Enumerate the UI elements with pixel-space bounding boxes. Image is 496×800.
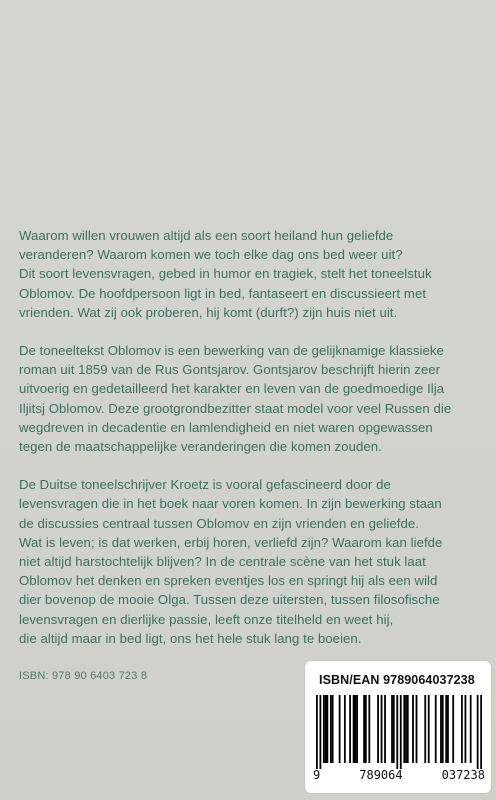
barcode-bar bbox=[442, 695, 444, 763]
isbn-number: ISBN: 978 90 6403 723 8 bbox=[19, 670, 148, 682]
blurb-line: Waarom willen vrouwen altijd als een soort heiland hun geliefde bbox=[19, 228, 394, 243]
barcode-bar bbox=[377, 695, 379, 763]
barcode-bar bbox=[391, 695, 393, 763]
blurb-paragraph-2 bbox=[19, 341, 485, 456]
blurb-line: De Duitse toneelschrijver Kroetz is vooral gefascineerd door de bbox=[19, 477, 391, 493]
barcode-bar bbox=[435, 695, 437, 763]
barcode-bar bbox=[332, 695, 334, 763]
barcode-bar bbox=[416, 695, 418, 763]
blurb-text bbox=[19, 226, 485, 667]
blurb-line: vrienden. Wat zij ook proberen, hij komt (durft?) zijn huis niet uit. bbox=[19, 304, 398, 320]
barcode-digit-group: 789064 bbox=[359, 768, 403, 782]
barcode-bar bbox=[356, 695, 358, 763]
barcode-bar bbox=[400, 695, 402, 769]
barcode-digit-group: 037238 bbox=[441, 768, 485, 782]
barcode-bar bbox=[344, 695, 346, 763]
barcode-bar bbox=[330, 695, 332, 763]
barcode-bar bbox=[477, 695, 479, 769]
blurb-line: wegdreven in decadentie en lamlendigheid en niet waren opgewassen bbox=[19, 419, 433, 435]
barcode-bar bbox=[480, 695, 482, 769]
blurb-line: Iljitsj Oblomov. Deze grootgrondbezitter staat model voor veel Russen die bbox=[19, 400, 452, 416]
blurb-line: veranderen? Waarom komen we toch elke dag ons bed weer uit? bbox=[19, 247, 403, 263]
barcode-bar bbox=[381, 695, 383, 763]
blurb-line: Wat is leven; is dat werken, erbij horen, verliefd zijn? Waarom kan liefde bbox=[19, 534, 443, 550]
barcode-bar bbox=[393, 695, 395, 763]
blurb-line: levensvragen en dierlijke passie, leeft onze titelheld en weet hij, bbox=[19, 611, 394, 627]
barcode-digit-group: 9 bbox=[313, 768, 321, 782]
barcode-bar bbox=[424, 695, 426, 763]
blurb-line: de discussies centraal tussen Oblomov en zijn vrienden en geliefde. bbox=[19, 515, 419, 531]
barcode-bar bbox=[447, 695, 449, 763]
blurb-line: levensvragen die in het boek naar voren komen. In zijn bewerking staan bbox=[19, 496, 442, 512]
barcode-bar bbox=[470, 695, 472, 763]
barcode-sticker bbox=[305, 661, 491, 793]
barcode-bar bbox=[368, 695, 370, 763]
blurb-line: niet altijd harstochtelijk blijven? In de centrale scène van het stuk laat bbox=[19, 554, 426, 570]
barcode-bar bbox=[445, 695, 447, 763]
barcode-bar bbox=[319, 695, 321, 769]
barcode-bar bbox=[452, 695, 454, 763]
blurb-paragraph-3 bbox=[19, 475, 485, 648]
blurb-line: die altijd maar in bed ligt, ons het hele stuk lang te boeien. bbox=[19, 630, 362, 646]
barcode-title: ISBN/EAN 9789064037238 bbox=[319, 673, 475, 687]
blurb-line: dier bovenop de mooie Olga. Tussen deze uitersten, tussen filosofische bbox=[19, 592, 440, 608]
blurb-line: roman uit 1859 van de Rus Gontsjarov. Gontsjarov beschrijft hierin zeer bbox=[19, 362, 441, 378]
barcode-bar bbox=[440, 695, 442, 763]
barcode-bar bbox=[403, 695, 405, 763]
barcode-bar bbox=[405, 695, 407, 763]
barcode-bar bbox=[353, 695, 355, 763]
barcode-bar bbox=[428, 695, 430, 763]
barcode-bar bbox=[365, 695, 367, 763]
barcode-bar bbox=[326, 695, 328, 763]
blurb-line: Oblomov. De hoofdpersoon ligt in bed, fantaseert en discussieert met bbox=[19, 285, 427, 301]
blurb-line: Oblomov het denken en spreken eventjes los en springt hij als een wild bbox=[19, 573, 438, 589]
barcode-bar bbox=[407, 695, 409, 763]
barcode-bar bbox=[325, 695, 327, 763]
barcode-bar bbox=[363, 695, 365, 763]
barcode-digits bbox=[313, 768, 485, 782]
barcode-bar bbox=[316, 695, 318, 769]
barcode-bar bbox=[412, 695, 414, 763]
blurb-line: tegen de maatschappelijke veranderingen die komen zouden. bbox=[19, 439, 382, 455]
barcode-bar bbox=[465, 695, 467, 763]
barcode-icon bbox=[316, 695, 482, 769]
barcode-bar bbox=[396, 695, 398, 769]
barcode-bar bbox=[461, 695, 463, 763]
barcode-bar bbox=[339, 695, 341, 763]
barcode-bar bbox=[323, 695, 325, 763]
blurb-paragraph-1 bbox=[19, 226, 485, 322]
barcode-bar bbox=[349, 695, 351, 763]
barcode-bar bbox=[354, 695, 356, 763]
blurb-line: Dit soort levensvragen, gebed in humor en tragiek, stelt het toneelstuk bbox=[19, 266, 432, 282]
blurb-line: uitvoerig en gedetailleerd het karakter en leven van de goedmoedige Ilja bbox=[19, 381, 445, 397]
barcode-bar bbox=[384, 695, 386, 763]
blurb-line: De toneeltekst Oblomov is een bewerking van de gelijknamige klassieke bbox=[19, 343, 444, 359]
